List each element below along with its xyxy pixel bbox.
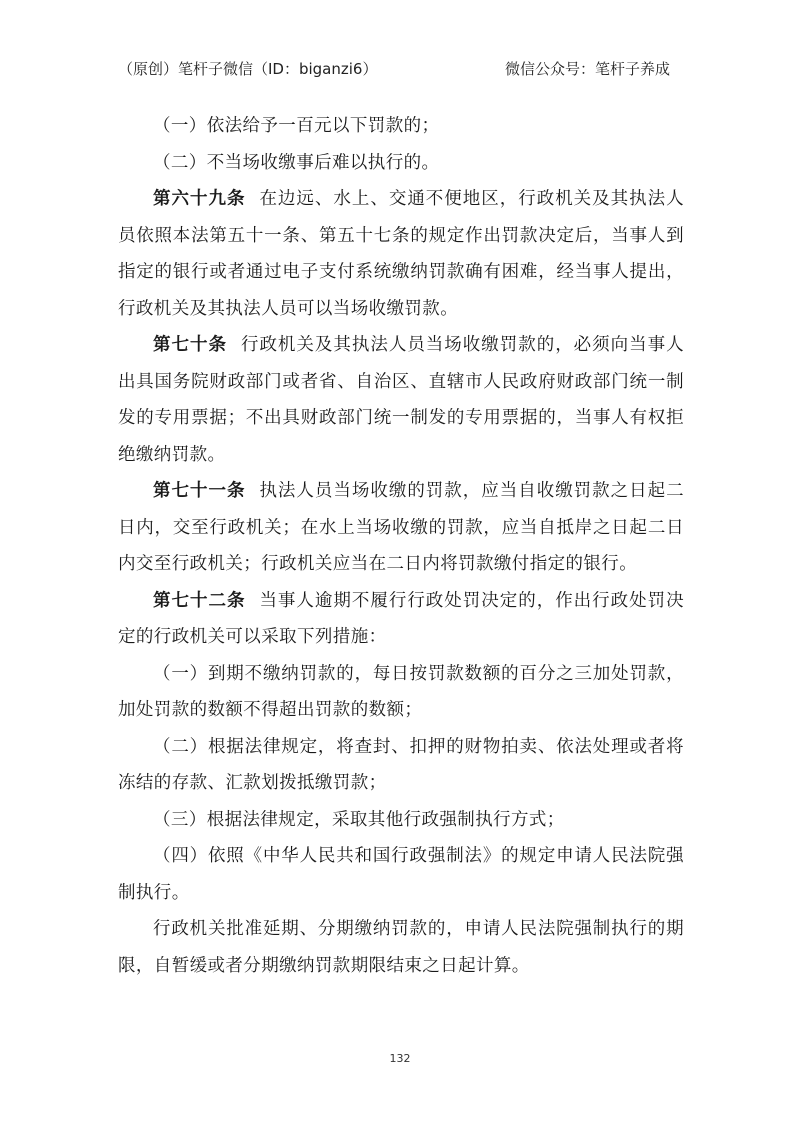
paragraph (118, 145, 684, 182)
paragraph-text: （二）根据法律规定，将查封、扣押的财物拍卖、依法处理或者将冻结的存款、汇款划拨抵缴罚款； (118, 736, 684, 793)
article-text: 当事人逾期不履行行政处罚决定的，作出行政处罚决定的行政机关可以采取下列措施： (118, 590, 685, 647)
header-source: （原创）笔杆子微信（ID：biganzi6） (118, 60, 378, 78)
paragraph-text: 行政机关批准延期、分期缴纳罚款的，申请人民法院强制执行的期限，自暂缓或者分期缴纳罚款期限结束之日起计算。 (118, 919, 684, 976)
paragraph (118, 802, 684, 839)
paragraph-text: （二）不当场收缴事后难以执行的。 (153, 152, 440, 173)
paragraph-text: （三）根据法律规定，采取其他行政强制执行方式； (153, 809, 565, 830)
paragraph (118, 911, 684, 984)
header-account: 微信公众号：笔杆子养成 (504, 60, 670, 78)
article-text: 在边远、水上、交通不便地区，行政机关及其执法人员依照本法第五十一条、第五十七条的规定作出罚款决定后，当事人到指定的银行或者通过电子支付系统缴纳罚款确有困难，经当事人提出，行政机关及其执法人员可以当场收缴罚款。 (118, 189, 685, 319)
article-text: 执法人员当场收缴的罚款，应当自收缴罚款之日起二日内，交至行政机关；在水上当场收缴的罚款，应当自抵岸之日起二日内交至行政机关；行政机关应当在二日内将罚款缴付指定的银行。 (118, 481, 685, 574)
page-header (118, 58, 670, 88)
document-body (118, 108, 684, 984)
article-label: 第六十九条 (153, 189, 246, 209)
article-text: 行政机关及其执法人员当场收缴罚款的，必须向当事人出具国务院财政部门或者省、自治区、直辖市人民政府财政部门统一制发的专用票据；不出具财政部门统一制发的专用票据的，当事人有权拒绝缴纳罚款。 (118, 335, 684, 465)
paragraph (118, 838, 684, 911)
paragraph-text: （四）依照《中华人民共和国行政强制法》的规定申请人民法院强制执行。 (118, 846, 684, 903)
page-number: 132 (389, 1052, 411, 1065)
paragraph-text: （一）依法给予一百元以下罚款的； (153, 116, 440, 136)
paragraph (118, 729, 684, 802)
article-69 (118, 181, 684, 327)
article-label: 第七十二条 (153, 590, 246, 611)
article-70 (118, 327, 684, 473)
paragraph (118, 108, 684, 145)
paragraph (118, 656, 684, 729)
article-label: 第七十条 (153, 335, 227, 355)
article-label: 第七十一条 (153, 481, 246, 501)
article-71 (118, 473, 684, 583)
paragraph-text: （一）到期不缴纳罚款的，每日按罚款数额的百分之三加处罚款，加处罚款的数额不得超出罚款的数额； (118, 663, 684, 720)
article-72 (118, 583, 684, 656)
